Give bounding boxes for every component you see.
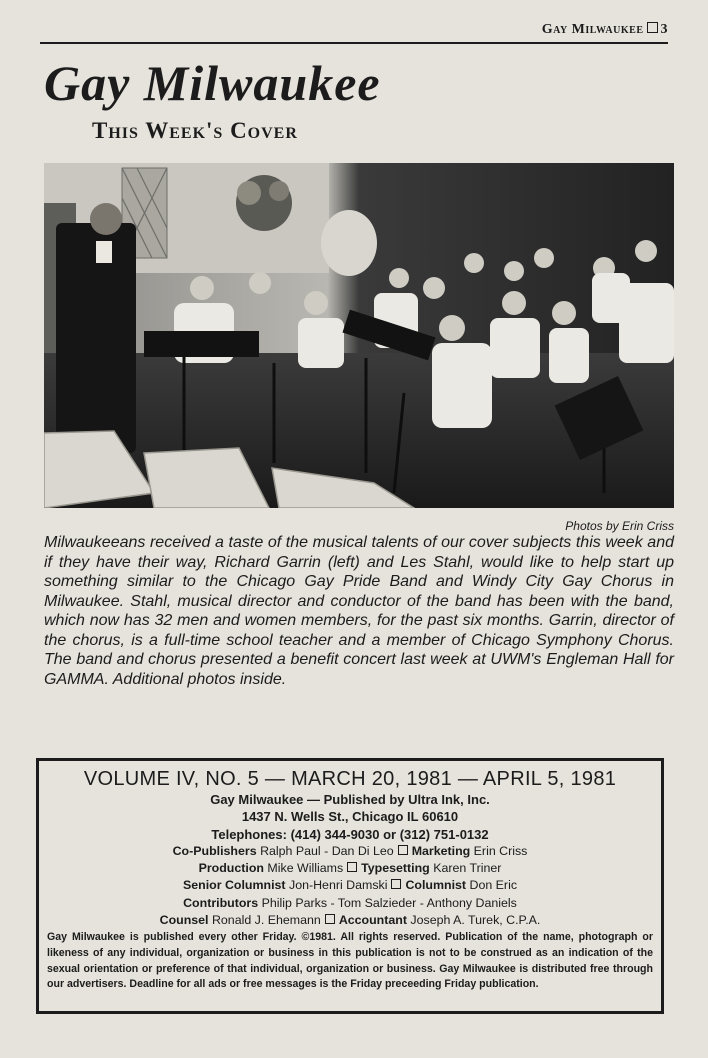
running-title: Gay Milwaukee: [541, 22, 644, 37]
masthead-box: [36, 758, 664, 1014]
square-bullet-icon: [347, 862, 357, 872]
credits-line-4: [47, 895, 653, 912]
senior-columnist: Jon-Henri Damski: [289, 878, 388, 893]
cover-caption: Milwaukeeans received a taste of the musical talents of our cover subjects this week and if they have their way, Richard Garrin (left) and Les Stahl, would like to help start up something similar to the Chicago Gay Pride Band and Windy City Gay Chorus in Milwaukee. Stahl, musical director and conductor of the band has been with the band, which now has 32 men and women members, for the past six months. Garrin, director of the chorus, is a full-time school teacher and a member of Chicago Symphony Chorus. The band and chorus presented a benefit concert last week at UWM's Engleman Hall for GAMMA. Additional photos inside.: [44, 534, 674, 688]
page-number: 3: [660, 22, 668, 37]
square-bullet-icon: [647, 22, 658, 33]
accountant: Joseph A. Turek, C.P.A.: [410, 913, 541, 928]
cover-photo: [44, 163, 674, 508]
band-photo-illustration: [44, 163, 674, 508]
square-bullet-icon: [398, 845, 408, 855]
masthead-title: Gay Milwaukee: [44, 55, 381, 111]
credits-line-5: [47, 912, 653, 929]
production-label: Production: [198, 861, 264, 876]
typesetting-label: Typesetting: [361, 861, 430, 876]
columnist: Don Eric: [469, 878, 518, 893]
counsel: Ronald J. Ehemann: [211, 913, 321, 928]
senior-columnist-label: Senior Columnist: [182, 878, 286, 893]
accountant-label: Accountant: [338, 913, 407, 928]
contributors: Philip Parks - Tom Salzieder - Anthony Daniels: [261, 895, 517, 910]
volume-line: VOLUME IV, NO. 5 — MARCH 20, 1981 — APRIL 5, 1981: [83, 768, 617, 790]
marketing-label: Marketing: [411, 843, 471, 858]
contributors-label: Contributors: [183, 895, 259, 910]
co-publishers: Ralph Paul - Dan Di Leo: [260, 843, 394, 858]
address-line: 1437 N. Wells St., Chicago IL 60610: [241, 809, 459, 825]
credits-line-3: [47, 877, 653, 894]
legal-notice: Gay Milwaukee is published every other Friday. ©1981. All rights reserved. Publication of the name, photograph or likeness of any individual, organization or business in this publication is not to be construed as an indication of the sexual orientation or preference of that individual, organization or business. Gay Milwaukee is distributed free through our advertisers. Deadline for all ads or free messages is the Friday preceeding Friday publication.: [47, 931, 653, 991]
telephones-line: Telephones: (414) 344-9030 or (312) 751-0132: [211, 826, 489, 842]
credits-line-1: [47, 843, 653, 860]
co-publishers-label: Co-Publishers: [172, 843, 257, 858]
production: Mike Williams: [267, 861, 344, 876]
credits-line-2: [47, 860, 653, 877]
square-bullet-icon: [391, 879, 401, 889]
columnist-label: Columnist: [405, 878, 467, 893]
publisher-line: Gay Milwaukee — Published by Ultra Ink, Inc.: [210, 792, 490, 807]
section-title: This Week's Cover: [92, 118, 298, 143]
marketing: Erin Criss: [473, 843, 528, 858]
top-rule: [40, 42, 668, 44]
typesetting: Karen Triner: [433, 861, 502, 876]
square-bullet-icon: [325, 914, 335, 924]
photo-credit: Photos by Erin Criss: [565, 519, 674, 533]
counsel-label: Counsel: [159, 913, 209, 928]
running-head: [542, 22, 668, 38]
